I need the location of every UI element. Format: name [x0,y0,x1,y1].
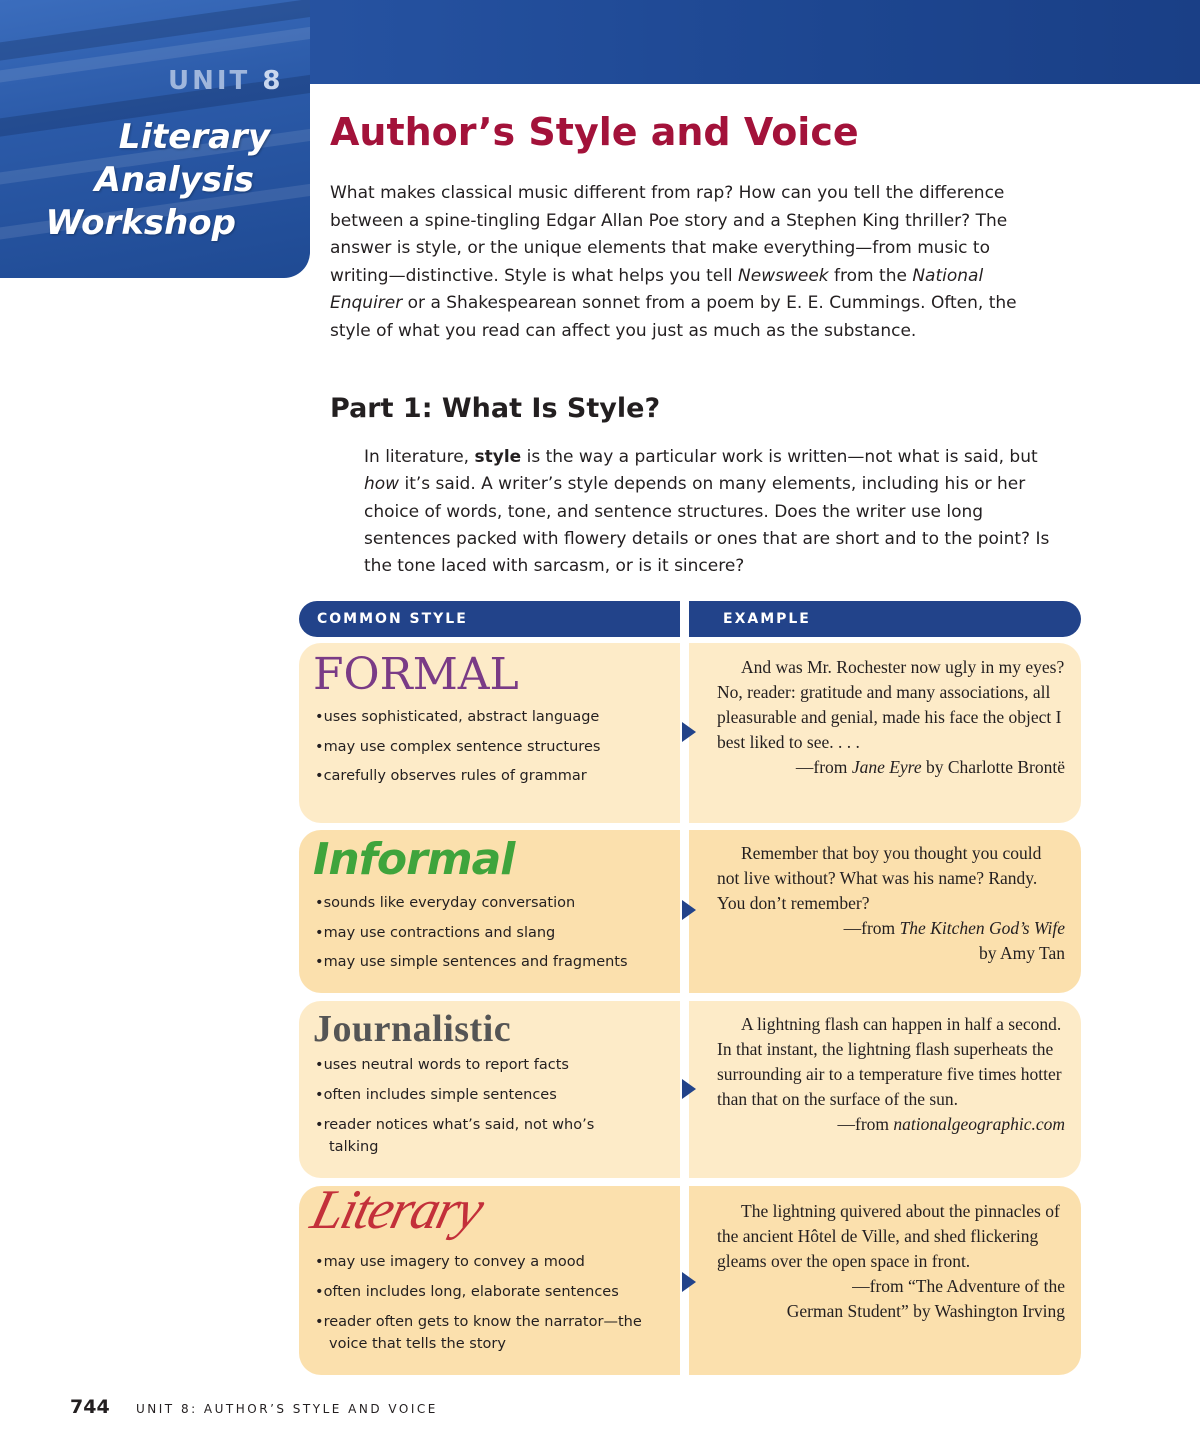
example-source: —from The Kitchen God’s Wife [843,918,1065,938]
arrow-icon [682,1272,696,1292]
style-name: Informal [313,834,515,885]
list-item: • often includes long, elaborate sentences [315,1278,665,1308]
part1-paragraph: In literature, style is the way a particular work is written—not what is said, but how it’s said. A writer’s style depends on many elements, including his or her choice of words, tone, and sentence structures. Does the writer use long sentences packed with flowery details or ones that are short and to the point? Is the tone laced with sarcasm, or is it sincere? [364,447,1050,577]
intro-paragraph: What makes classical music different from rap? How can you tell the difference between a spine-tingling Edgar Allan Poe story and a Stephen King thriller? The answer is style, or the unique elements that make everything—from music to writing—distinctive. Style is what helps you tell Newsweek from the National Enquirer or a Shakespearean sonnet from a poem by E. E. Cummings. Often, the style of what you read can affect you just as much as the substance. [330,183,1017,341]
list-item: • may use simple sentences and fragments [315,948,665,978]
style-name: Literary [305,1179,489,1241]
list-item: • sounds like everyday conversation [315,889,665,919]
example-text: Remember that boy you thought you could not live without? What was his name? Randy. You don’t remember? —from The Kitchen God’s Wife by Amy Tan [717,843,1065,963]
arrow-icon [682,722,696,742]
list-item: • uses neutral words to report facts [315,1051,665,1081]
table-header-example: EXAMPLE [689,601,1081,637]
running-head: UNIT 8: AUTHOR’S STYLE AND VOICE [136,1402,438,1416]
list-item: • may use imagery to convey a mood [315,1248,665,1278]
page-number: 744 [70,1396,110,1418]
example-text: The lightning quivered about the pinnacles of the ancient Hôtel de Ville, and shed flickering gleams over the open space in front. —from “The Adventure of the German Student” by Washington Irving [717,1201,1065,1321]
example-source: —from Jane Eyre by Charlotte Brontë [795,757,1065,777]
list-item: • uses sophisticated, abstract language [315,703,665,733]
style-bullets [315,1248,665,1355]
table-header-style: COMMON STYLE [299,601,680,637]
arrow-icon [682,1079,696,1099]
style-bullets [315,703,665,792]
style-cell-journalistic [299,1001,680,1178]
page-title: Author’s Style and Voice [330,110,859,154]
example-cell-formal [689,643,1081,823]
example-source: —from “The Adventure of the [852,1276,1065,1296]
style-bullets [315,1051,665,1158]
example-cell-informal [689,830,1081,993]
style-bullets [315,889,665,978]
list-item: • carefully observes rules of grammar [315,762,665,792]
arrow-icon [682,900,696,920]
example-text: A lightning flash can happen in half a second. In that instant, the lightning flash superheats the surrounding air to a temperature five times hotter than that on the surface of the sun. —from nationalgeographic.com [717,1012,1065,1137]
example-cell-journalistic [689,1001,1081,1178]
list-item: • may use contractions and slang [315,919,665,949]
workshop-title: Literary Analysis Workshop [45,117,270,243]
list-item: • reader notices what’s said, not who’s talking [315,1110,629,1158]
example-text: And was Mr. Rochester now ugly in my eyes? No, reader: gratitude and many associations, all pleasurable and genial, made his face the object I best liked to see. . . . —from Jane Eyre by Charlotte Brontë [717,655,1065,780]
style-name: FORMAL [313,649,519,700]
part1-heading: Part 1: What Is Style? [330,393,661,424]
style-cell-literary [299,1179,680,1375]
style-name: Journalistic [313,1008,512,1050]
list-item: • may use complex sentence structures [315,733,665,763]
style-cell-informal [299,830,680,993]
example-cell-literary [689,1186,1081,1375]
list-item: • often includes simple sentences [315,1081,665,1111]
unit-label: UNIT 8 [168,66,284,96]
example-source: —from nationalgeographic.com [837,1114,1065,1134]
style-cell-formal [299,643,680,823]
list-item: • reader often gets to know the narrator—the voice that tells the story [315,1307,659,1355]
